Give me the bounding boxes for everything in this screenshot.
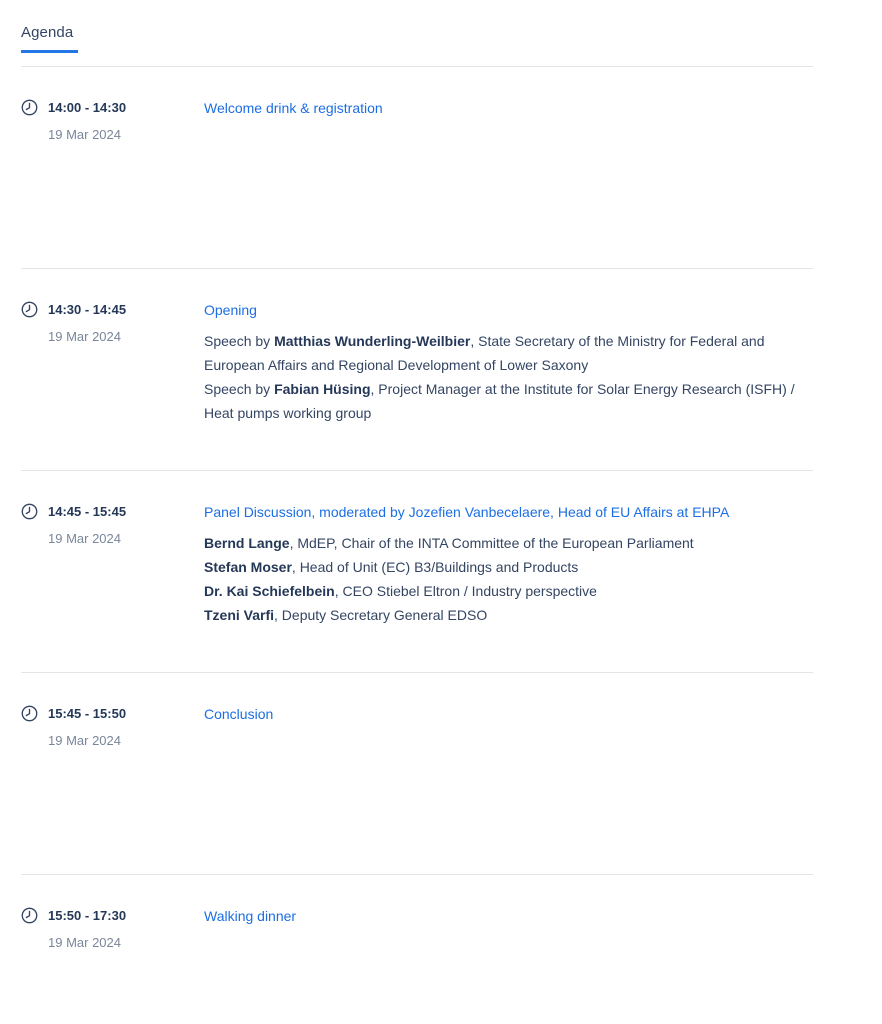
item-time: 14:30 - 14:45	[48, 302, 127, 317]
item-icon-cell	[21, 706, 48, 722]
agenda-item	[21, 268, 813, 470]
item-title-link[interactable]: Conclusion	[204, 706, 274, 722]
item-content-cell	[204, 302, 813, 425]
clock-icon	[21, 99, 38, 116]
agenda-item	[21, 874, 813, 1024]
description-line: Tzeni Varfi, Deputy Secretary General EDSO	[204, 607, 488, 623]
description-line: Stefan Moser, Head of Unit (EC) B3/Buildings and Products	[204, 559, 579, 575]
description-line: Speech by Fabian Hüsing, Project Manager at the Institute for Solar Energy Research (ISFH) / Heat pumps working group	[204, 381, 795, 421]
agenda-item	[21, 66, 813, 268]
item-icon-cell	[21, 504, 48, 520]
tab-agenda-label: Agenda	[21, 24, 74, 41]
item-title-link[interactable]: Walking dinner	[204, 908, 297, 924]
item-title-link[interactable]: Panel Discussion, moderated by Jozefien Vanbecelaere, Head of EU Affairs at EHPA	[204, 504, 730, 520]
item-content-cell	[204, 504, 813, 627]
item-date: 19 Mar 2024	[48, 127, 121, 142]
item-time: 15:45 - 15:50	[48, 706, 127, 721]
agenda-item	[21, 672, 813, 874]
item-time-cell	[48, 504, 204, 547]
item-content-cell	[204, 706, 813, 724]
agenda-item	[21, 470, 813, 672]
item-date: 19 Mar 2024	[48, 531, 121, 546]
item-time: 15:50 - 17:30	[48, 908, 127, 923]
item-time: 14:00 - 14:30	[48, 100, 127, 115]
item-title-link[interactable]: Welcome drink & registration	[204, 100, 383, 116]
item-icon-cell	[21, 302, 48, 318]
description-line: Bernd Lange, MdEP, Chair of the INTA Committee of the European Parliament	[204, 535, 694, 551]
item-date: 19 Mar 2024	[48, 329, 121, 344]
item-content-cell	[204, 908, 813, 926]
clock-icon	[21, 907, 38, 924]
item-time-cell	[48, 100, 204, 143]
item-date: 19 Mar 2024	[48, 935, 121, 950]
item-description	[204, 329, 813, 425]
tab-agenda[interactable]	[21, 24, 78, 53]
agenda-list	[21, 66, 813, 1024]
item-date: 19 Mar 2024	[48, 733, 121, 748]
item-description	[204, 531, 813, 627]
clock-icon	[21, 705, 38, 722]
item-time-cell	[48, 706, 204, 749]
item-content-cell	[204, 100, 813, 118]
item-icon-cell	[21, 100, 48, 116]
agenda-header	[21, 0, 813, 53]
item-time: 14:45 - 15:45	[48, 504, 127, 519]
clock-icon	[21, 301, 38, 318]
item-icon-cell	[21, 908, 48, 924]
description-line: Dr. Kai Schiefelbein, CEO Stiebel Eltron / Industry perspective	[204, 583, 597, 599]
active-tab-indicator	[21, 50, 78, 53]
item-title-link[interactable]: Opening	[204, 302, 257, 318]
item-time-cell	[48, 302, 204, 345]
item-time-cell	[48, 908, 204, 951]
clock-icon	[21, 503, 38, 520]
description-line: Speech by Matthias Wunderling-Weilbier, State Secretary of the Ministry for Federal and European Affairs and Regional Development of Lower Saxony	[204, 333, 765, 373]
